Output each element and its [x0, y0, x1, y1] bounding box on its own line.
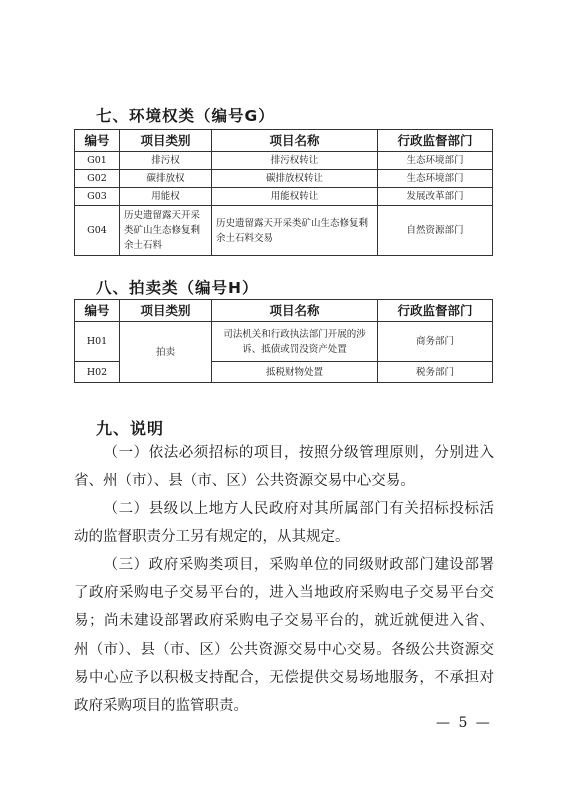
- table-row: [75, 188, 493, 206]
- table-row: [75, 170, 493, 188]
- cell-category: 拍卖: [120, 322, 212, 383]
- header-name: 项目名称: [212, 300, 378, 322]
- note-text: （一）依法必须招标的项目，按照分级管理原则，分别进入省、州（市）、县（市、区）公共资源交易中心交易。: [74, 445, 494, 490]
- section-9-title: 九、说明: [96, 419, 165, 438]
- auction-table: [74, 299, 493, 383]
- cell-code: G01: [75, 152, 120, 170]
- cell-category: 历史遗留露天开采类矿山生态修复剩余土石料: [120, 206, 212, 256]
- cell-code: H02: [75, 362, 120, 383]
- cell-category: 用能权: [120, 188, 212, 206]
- table-header-row: [75, 300, 493, 322]
- cell-code: G04: [75, 206, 120, 256]
- header-category: 项目类别: [120, 130, 212, 152]
- table-row: [75, 152, 493, 170]
- header-code: 编号: [75, 300, 120, 322]
- cell-category: 碳排放权: [120, 170, 212, 188]
- cell-dept: 生态环境部门: [378, 170, 493, 188]
- cell-code: G02: [75, 170, 120, 188]
- cell-dept: 商务部门: [378, 322, 493, 362]
- cell-category: 排污权: [120, 152, 212, 170]
- cell-name: 历史遗留露天开采类矿山生态修复剩余土石料交易: [212, 206, 378, 256]
- note-paragraph-2: [74, 495, 494, 551]
- cell-dept: 生态环境部门: [378, 152, 493, 170]
- header-category: 项目类别: [120, 300, 212, 322]
- cell-name: 抵税财物处置: [212, 362, 378, 383]
- cell-dept: 发展改革部门: [378, 188, 493, 206]
- note-text: （三）政府采购类项目，采购单位的同级财政部门建设部署了政府采购电子交易平台的，进入当地政府采购电子交易平台交易；尚未建设部署政府采购电子交易平台的，就近就便进入省、州（市）、县（市、区）公共资源交易中心交易。各级公共资源交易中心应予以积极支持配合，无偿提供交易场地服务，不承担对政府采购项目的监管职责。: [74, 557, 494, 715]
- note-paragraph-1: [74, 439, 494, 495]
- section-7-title: 七、环境权类（编号G）: [96, 107, 275, 125]
- table-row: [75, 206, 493, 256]
- header-name: 项目名称: [212, 130, 378, 152]
- header-dept: 行政监督部门: [378, 130, 493, 152]
- table-row: [75, 322, 493, 362]
- table-header-row: [75, 130, 493, 152]
- page-number: — 5 —: [436, 715, 492, 731]
- cell-name: 用能权转让: [212, 188, 378, 206]
- cell-dept: 自然资源部门: [378, 206, 493, 256]
- header-dept: 行政监督部门: [378, 300, 493, 322]
- environment-rights-table: [74, 129, 493, 256]
- cell-name: 碳排放权转让: [212, 170, 378, 188]
- section-8-title: 八、拍卖类（编号H）: [96, 279, 259, 297]
- cell-name: 排污权转让: [212, 152, 378, 170]
- cell-name: 司法机关和行政执法部门开展的涉诉、抵债或罚没资产处置: [212, 322, 378, 362]
- header-code: 编号: [75, 130, 120, 152]
- note-paragraph-3: [74, 551, 494, 720]
- cell-code: G03: [75, 188, 120, 206]
- cell-code: H01: [75, 322, 120, 362]
- cell-dept: 税务部门: [378, 362, 493, 383]
- note-text: （二）县级以上地方人民政府对其所属部门有关招标投标活动的监督职责分工另有规定的，从其规定。: [74, 501, 494, 546]
